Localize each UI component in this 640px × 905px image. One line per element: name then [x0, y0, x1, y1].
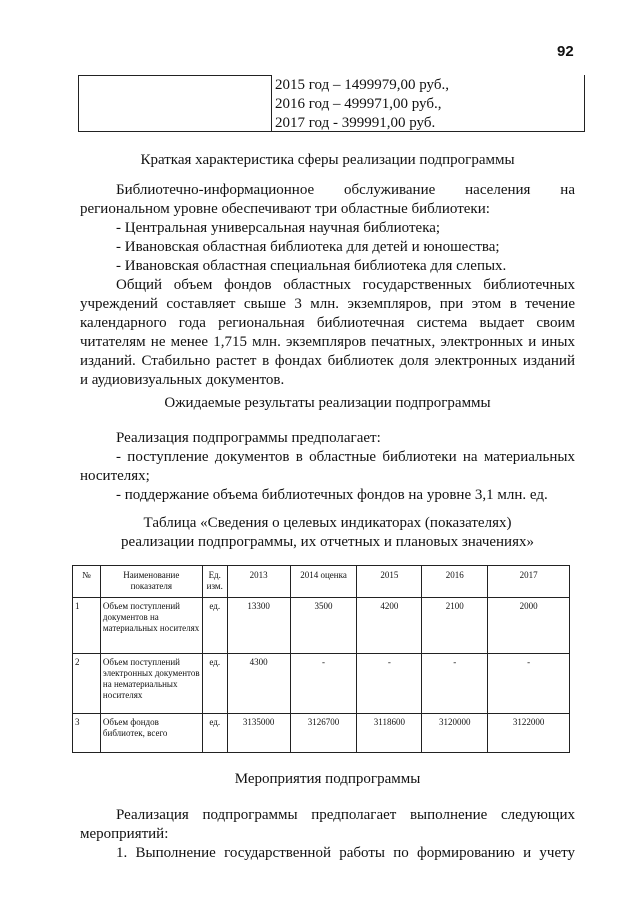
header-cell: №	[73, 566, 101, 598]
table-cell: 13300	[227, 598, 290, 654]
text-line: носителях;	[80, 468, 150, 484]
text-line: Реализация подпрограммы предполагает:	[116, 430, 381, 446]
text-line: региональном уровне обеспечивают три областные библиотеки:	[80, 201, 490, 217]
table-cell: 1	[73, 598, 101, 654]
table-cell: 4200	[357, 598, 422, 654]
funding-table	[78, 75, 585, 132]
header-cell: 2015	[357, 566, 422, 598]
heading-results: Ожидаемые результаты реализации подпрограммы	[164, 395, 491, 411]
text-line: мероприятий:	[80, 826, 169, 842]
table-cell: 3126700	[290, 714, 357, 753]
page-number: 92	[557, 43, 574, 60]
table-cell: 3	[73, 714, 101, 753]
table-cell: 3500	[290, 598, 357, 654]
text-line: - поступление документов в областные библиотеки на материальных	[116, 449, 575, 465]
table-cell: -	[422, 654, 488, 714]
table-cell: -	[488, 654, 570, 714]
table-cell: ед.	[202, 714, 227, 753]
text-line: 1. Выполнение государственной работы по формированию и учету	[116, 845, 575, 861]
text-line: Реализация подпрограммы предполагает выполнение следующих	[116, 807, 575, 823]
table-cell: Объем поступлений документов на материальных носителях	[100, 598, 202, 654]
indicators-table	[72, 565, 570, 753]
table-cell: -	[357, 654, 422, 714]
table-cell: -	[290, 654, 357, 714]
table-cell: 2000	[488, 598, 570, 654]
heading-activities: Мероприятия подпрограммы	[234, 771, 421, 787]
funding-line: 2015 год – 1499979,00 руб.,	[275, 77, 449, 93]
funding-cell	[275, 76, 449, 133]
table-cell: ед.	[202, 598, 227, 654]
table-cell: 3135000	[227, 714, 290, 753]
header-cell: 2014 оценка	[290, 566, 357, 598]
text-line: читателям не менее 1,715 млн. экземпляров печатных, электронных и иных	[80, 334, 575, 350]
text-line: и аудиовизуальных документов.	[80, 372, 285, 388]
table-cell: 3122000	[488, 714, 570, 753]
table-cell: 2	[73, 654, 101, 714]
text-line: - Центральная универсальная научная библиотека;	[116, 220, 441, 236]
table-row	[73, 598, 570, 654]
table-cell: Объем фондов библиотек, всего	[100, 714, 202, 753]
heading-characteristics: Краткая характеристика сферы реализации подпрограммы	[140, 152, 515, 168]
text-line: - Ивановская областная библиотека для детей и юношества;	[116, 239, 500, 255]
table-title-line: реализации подпрограммы, их отчетных и плановых значениях»	[121, 534, 534, 550]
funding-line: 2016 год – 499971,00 руб.,	[275, 96, 442, 112]
text-line: Библиотечно-информационное обслуживание населения на	[116, 182, 575, 198]
table-row	[73, 654, 570, 714]
header-cell: Ед. изм.	[202, 566, 227, 598]
funding-line: 2017 год - 399991,00 руб.	[275, 115, 436, 131]
table-cell: 3118600	[357, 714, 422, 753]
text-line: учреждений составляет свыше 3 млн. экземпляров, при этом в течение	[80, 296, 575, 312]
funding-label-cell	[79, 75, 272, 132]
table-cell: 2100	[422, 598, 488, 654]
header-cell: 2016	[422, 566, 488, 598]
table-header-row	[73, 566, 570, 598]
header-cell: 2017	[488, 566, 570, 598]
text-line: Общий объем фондов областных государственных библиотечных	[116, 277, 575, 293]
header-cell: 2013	[227, 566, 290, 598]
table-cell: 3120000	[422, 714, 488, 753]
table-cell: Объем поступлений электронных документов на нематериальных носителях	[100, 654, 202, 714]
text-line: изданий. Стабильно растет в фондах библиотек доля электронных изданий	[80, 353, 575, 369]
table-title-line: Таблица «Сведения о целевых индикаторах (показателях)	[143, 515, 512, 531]
text-line: - поддержание объема библиотечных фондов на уровне 3,1 млн. ед.	[116, 487, 548, 503]
table-row	[73, 714, 570, 753]
text-line: календарного года региональная библиотечная система выдает своим	[80, 315, 575, 331]
table-cell: 4300	[227, 654, 290, 714]
text-line: - Ивановская областная специальная библиотека для слепых.	[116, 258, 507, 274]
table-cell: ед.	[202, 654, 227, 714]
header-cell: Наименование показателя	[100, 566, 202, 598]
